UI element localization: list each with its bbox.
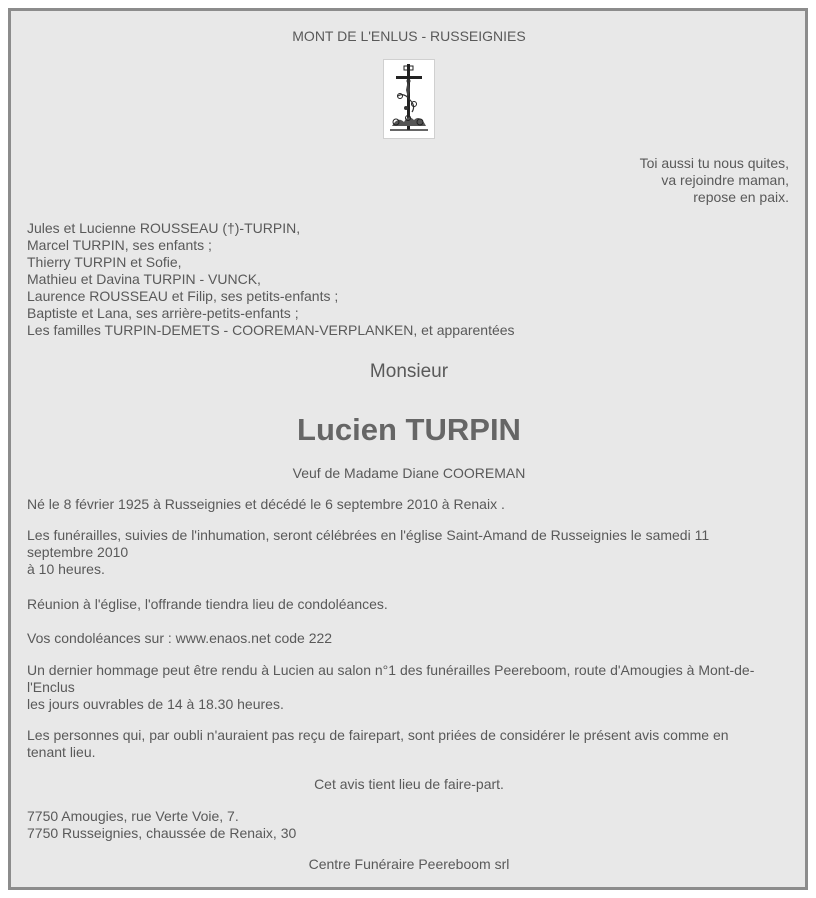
oubli-line: Les personnes qui, par oubli n'auraient pas reçu de fairepart, sont priées de considérer le présent avis comme en bbox=[27, 727, 729, 743]
reunion-paragraph: Réunion à l'église, l'offrande tiendra lieu de condoléances. bbox=[27, 596, 388, 612]
company-name: Centre Funéraire Peereboom srl bbox=[308, 856, 510, 872]
birth-death-paragraph: Né le 8 février 1925 à Russeignies et décédé le 6 septembre 2010 à Renaix . bbox=[27, 496, 505, 512]
oubli-line: tenant lieu. bbox=[27, 744, 96, 760]
family-line: Les familles TURPIN-DEMETS - COOREMAN-VERPLANKEN, et apparentées bbox=[27, 322, 515, 338]
location-header: MONT DE L'ENLUS - RUSSEIGNIES bbox=[292, 28, 526, 44]
hommage-line: l'Enclus bbox=[27, 679, 75, 695]
family-line: Baptiste et Lana, ses arrière-petits-enfants ; bbox=[27, 305, 299, 321]
address-line: 7750 Russeignies, chaussée de Renaix, 30 bbox=[27, 825, 297, 841]
crucifix-with-flowers-icon bbox=[383, 59, 435, 139]
addresses bbox=[27, 808, 791, 842]
funeral-line: Les funérailles, suivies de l'inhumation, seront célébrées en l'église Saint-Amand de Russeignies le samedi 11 bbox=[27, 527, 710, 543]
funeral-line: septembre 2010 bbox=[27, 544, 129, 560]
family-line: Thierry TURPIN et Sofie, bbox=[27, 254, 182, 270]
poem bbox=[27, 155, 789, 206]
avis-notice: Cet avis tient lieu de faire-part. bbox=[314, 776, 504, 792]
family-line: Jules et Lucienne ROUSSEAU (†)-TURPIN, bbox=[27, 220, 301, 236]
hommage-line: Un dernier hommage peut être rendu à Lucien au salon n°1 des funérailles Peereboom, route d'Amougies à Mont-de- bbox=[27, 662, 755, 678]
hommage-line: les jours ouvrables de 14 à 18.30 heures. bbox=[27, 696, 284, 712]
widow-of: Veuf de Madame Diane COOREMAN bbox=[292, 465, 526, 481]
oubli-paragraph bbox=[27, 727, 791, 761]
family-line: Laurence ROUSSEAU et Filip, ses petits-enfants ; bbox=[27, 288, 339, 304]
family-line: Mathieu et Davina TURPIN - VUNCK, bbox=[27, 271, 261, 287]
poem-line: repose en paix. bbox=[693, 189, 789, 205]
poem-line: Toi aussi tu nous quites, bbox=[639, 155, 789, 171]
poem-line: va rejoindre maman, bbox=[661, 172, 789, 188]
address-line: 7750 Amougies, rue Verte Voie, 7. bbox=[27, 808, 239, 824]
condolences-paragraph: Vos condoléances sur : www.enaos.net code 222 bbox=[27, 630, 333, 646]
deceased-name: Lucien TURPIN bbox=[297, 412, 521, 447]
hommage-paragraph bbox=[27, 662, 791, 713]
funeral-paragraph bbox=[27, 527, 791, 578]
family-list bbox=[27, 220, 791, 339]
obituary-frame bbox=[8, 8, 808, 890]
funeral-line: à 10 heures. bbox=[27, 561, 105, 577]
family-line: Marcel TURPIN, ses enfants ; bbox=[27, 237, 212, 253]
honorific: Monsieur bbox=[369, 361, 449, 382]
